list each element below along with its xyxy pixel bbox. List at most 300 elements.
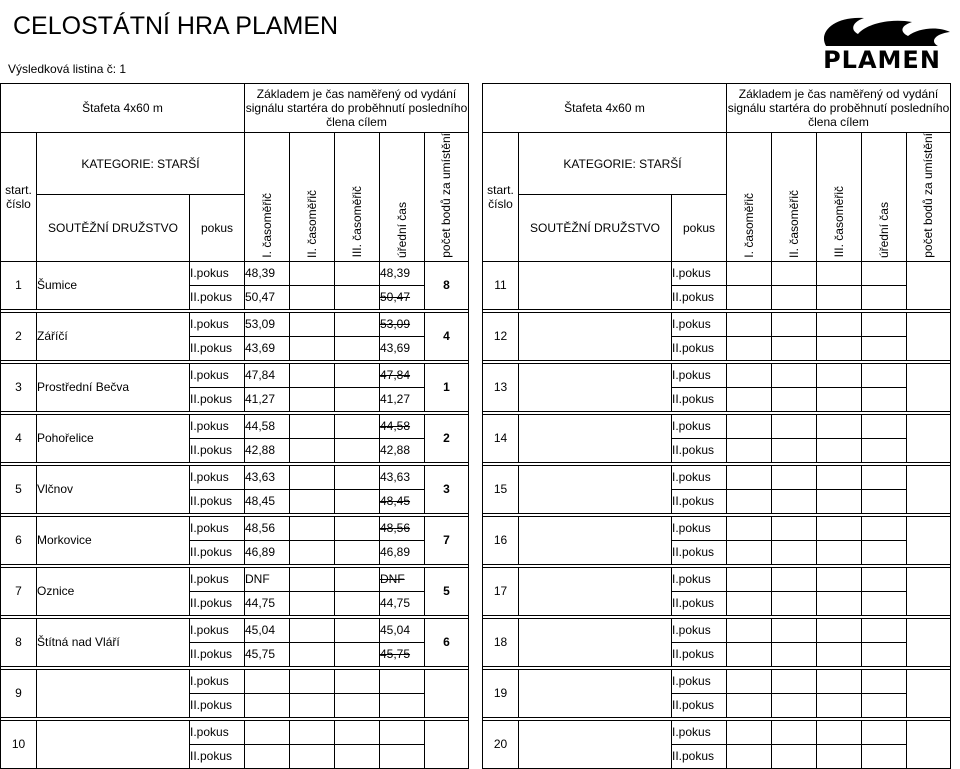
attempt-label: I.pokus [190, 312, 245, 336]
timer-1-value: 44,75 [245, 591, 290, 615]
attempt-label: I.pokus [190, 567, 245, 591]
official-time-value [862, 642, 907, 666]
attempt-label: II.pokus [190, 387, 245, 411]
col-timer-1: I. časoměřič [727, 133, 772, 262]
official-time-value [862, 693, 907, 717]
timer-3-value [335, 363, 380, 387]
attempt-label: II.pokus [672, 336, 727, 360]
timer-2-value [290, 744, 335, 768]
timer-2-value [772, 591, 817, 615]
col-team: SOUTĚŽNÍ DRUŽSTVO [519, 195, 672, 262]
timer-2-value [772, 387, 817, 411]
timer-1-value [245, 744, 290, 768]
start-number: 16 [483, 516, 519, 564]
team-name: Morkovice [37, 516, 190, 564]
points-value [907, 261, 951, 309]
official-time-value [862, 465, 907, 489]
attempt-label: II.pokus [672, 438, 727, 462]
attempt-label: I.pokus [190, 363, 245, 387]
timer-1-value [727, 642, 772, 666]
timer-3-value [335, 693, 380, 717]
official-time-value: 53,09 [380, 312, 425, 336]
team-name [519, 465, 672, 513]
team-name: Záříčí [37, 312, 190, 360]
event-note: Základem je čas naměřený od vydání signálu startéra do proběhnutí posledního člena cílem [245, 84, 469, 133]
timer-3-value [335, 489, 380, 513]
timer-3-value [335, 618, 380, 642]
points-value [907, 567, 951, 615]
team-name: Štítná nad Vláří [37, 618, 190, 666]
official-time-value: 43,63 [380, 465, 425, 489]
start-number: 2 [1, 312, 37, 360]
timer-1-value [245, 693, 290, 717]
attempt-label: I.pokus [672, 363, 727, 387]
timer-3-value [817, 567, 862, 591]
table-row [1, 465, 469, 489]
timer-3-value [335, 591, 380, 615]
points-value [907, 465, 951, 513]
start-number: 12 [483, 312, 519, 360]
page-title: CELOSTÁTNÍ HRA PLAMEN [13, 12, 339, 40]
table-row [483, 567, 951, 591]
official-time-value [862, 540, 907, 564]
attempt-label: I.pokus [190, 720, 245, 744]
timer-3-value [335, 336, 380, 360]
team-name [37, 720, 190, 768]
timer-2-value [290, 438, 335, 462]
col-points: počet bodů za umístění [425, 133, 469, 262]
col-timer-1: I. časoměřič [245, 133, 290, 262]
timer-1-value [727, 591, 772, 615]
team-name [519, 516, 672, 564]
timer-1-value: 43,69 [245, 336, 290, 360]
timer-3-value [817, 744, 862, 768]
table-row [483, 261, 951, 285]
timer-3-value [817, 438, 862, 462]
attempt-label: II.pokus [190, 540, 245, 564]
timer-3-value [817, 414, 862, 438]
timer-2-value [772, 336, 817, 360]
timer-2-value [772, 618, 817, 642]
timer-1-value [727, 414, 772, 438]
timer-1-value: 48,56 [245, 516, 290, 540]
timer-1-value: 47,84 [245, 363, 290, 387]
timer-3-value [817, 312, 862, 336]
timer-3-value [335, 261, 380, 285]
table-row [1, 669, 469, 693]
points-value [907, 363, 951, 411]
start-number: 15 [483, 465, 519, 513]
table-row [1, 516, 469, 540]
official-time-value [862, 414, 907, 438]
official-time-value [862, 516, 907, 540]
official-time-value: 44,58 [380, 414, 425, 438]
timer-3-value [817, 489, 862, 513]
table-row [1, 261, 469, 285]
timer-2-value [772, 465, 817, 489]
timer-3-value [817, 516, 862, 540]
official-time-value [862, 567, 907, 591]
timer-3-value [335, 414, 380, 438]
points-value [907, 516, 951, 564]
official-time-value: 46,89 [380, 540, 425, 564]
attempt-label: II.pokus [672, 744, 727, 768]
attempt-label: II.pokus [190, 336, 245, 360]
attempt-label: I.pokus [672, 414, 727, 438]
attempt-label: I.pokus [672, 261, 727, 285]
official-time-value: 47,84 [380, 363, 425, 387]
timer-1-value [727, 312, 772, 336]
timer-2-value [772, 489, 817, 513]
col-official-time: úřední čas [862, 133, 907, 262]
timer-3-value [335, 540, 380, 564]
timer-3-value [817, 387, 862, 411]
official-time-value: 41,27 [380, 387, 425, 411]
team-name [519, 363, 672, 411]
team-name: Šumice [37, 261, 190, 309]
timer-1-value: DNF [245, 567, 290, 591]
team-name [519, 720, 672, 768]
team-name [519, 261, 672, 309]
official-time-value [380, 669, 425, 693]
timer-1-value: 50,47 [245, 285, 290, 309]
timer-1-value [727, 438, 772, 462]
col-timer-2: II. časoměřič [772, 133, 817, 262]
timer-1-value [727, 363, 772, 387]
timer-1-value [727, 567, 772, 591]
table-row [483, 618, 951, 642]
start-number: 17 [483, 567, 519, 615]
timer-2-value [290, 720, 335, 744]
timer-1-value: 45,04 [245, 618, 290, 642]
timer-3-value [817, 669, 862, 693]
start-number: 18 [483, 618, 519, 666]
timer-2-value [290, 336, 335, 360]
points-value [907, 669, 951, 717]
attempt-label: II.pokus [190, 489, 245, 513]
team-name: Pohořelice [37, 414, 190, 462]
category-label: KATEGORIE: STARŠÍ [519, 133, 727, 195]
timer-2-value [290, 414, 335, 438]
official-time-value [862, 591, 907, 615]
start-number: 6 [1, 516, 37, 564]
attempt-label: II.pokus [672, 693, 727, 717]
attempt-label: I.pokus [672, 669, 727, 693]
timer-3-value [817, 693, 862, 717]
table-row [1, 567, 469, 591]
timer-1-value [245, 720, 290, 744]
timer-3-value [817, 618, 862, 642]
start-number: 1 [1, 261, 37, 309]
timer-3-value [335, 567, 380, 591]
timer-3-value [335, 669, 380, 693]
start-number: 19 [483, 669, 519, 717]
start-number: 7 [1, 567, 37, 615]
col-team: SOUTĚŽNÍ DRUŽSTVO [37, 195, 190, 262]
attempt-label: I.pokus [672, 312, 727, 336]
timer-2-value [290, 693, 335, 717]
start-number: 14 [483, 414, 519, 462]
points-value [425, 669, 469, 717]
timer-2-value [290, 312, 335, 336]
col-attempt: pokus [672, 195, 727, 262]
col-timer-2: II. časoměřič [290, 133, 335, 262]
points-value [907, 414, 951, 462]
timer-1-value [727, 336, 772, 360]
col-timer-3: III. časoměřič [335, 133, 380, 262]
timer-1-value: 44,58 [245, 414, 290, 438]
official-time-value [862, 744, 907, 768]
official-time-value [380, 693, 425, 717]
timer-2-value [290, 363, 335, 387]
timer-2-value [290, 618, 335, 642]
start-number: 8 [1, 618, 37, 666]
official-time-value [862, 336, 907, 360]
official-time-value [380, 720, 425, 744]
timer-2-value [290, 261, 335, 285]
timer-1-value [727, 516, 772, 540]
timer-2-value [772, 744, 817, 768]
timer-3-value [817, 363, 862, 387]
official-time-value: 44,75 [380, 591, 425, 615]
team-name [519, 414, 672, 462]
timer-1-value: 48,39 [245, 261, 290, 285]
attempt-label: II.pokus [672, 387, 727, 411]
official-time-value [862, 669, 907, 693]
attempt-label: II.pokus [672, 540, 727, 564]
attempt-label: II.pokus [672, 591, 727, 615]
table-row [483, 720, 951, 744]
event-name: Štafeta 4x60 m [483, 84, 727, 133]
timer-3-value [817, 642, 862, 666]
official-time-value [862, 363, 907, 387]
attempt-label: I.pokus [190, 414, 245, 438]
timer-2-value [772, 516, 817, 540]
results-table-right [482, 83, 951, 769]
points-value: 6 [425, 618, 469, 666]
attempt-label: II.pokus [672, 285, 727, 309]
attempt-label: II.pokus [190, 591, 245, 615]
attempt-label: I.pokus [672, 618, 727, 642]
timer-3-value [817, 285, 862, 309]
attempt-label: I.pokus [190, 669, 245, 693]
table-row [483, 312, 951, 336]
timer-1-value [727, 669, 772, 693]
timer-2-value [772, 720, 817, 744]
team-name [519, 312, 672, 360]
table-row [483, 669, 951, 693]
official-time-value [862, 312, 907, 336]
timer-1-value [727, 261, 772, 285]
results-table-left [0, 83, 469, 769]
official-time-value: 45,75 [380, 642, 425, 666]
timer-1-value [245, 669, 290, 693]
official-time-value: 48,56 [380, 516, 425, 540]
timer-3-value [335, 516, 380, 540]
timer-2-value [772, 540, 817, 564]
team-name: Oznice [37, 567, 190, 615]
start-number: 11 [483, 261, 519, 309]
attempt-label: II.pokus [190, 693, 245, 717]
official-time-value: 50,47 [380, 285, 425, 309]
timer-3-value [817, 261, 862, 285]
col-points: počet bodů za umístění [907, 133, 951, 262]
official-time-value [862, 261, 907, 285]
table-row [483, 363, 951, 387]
points-value: 1 [425, 363, 469, 411]
timer-2-value [772, 363, 817, 387]
official-time-value: 43,69 [380, 336, 425, 360]
table-row [1, 312, 469, 336]
table-row [1, 618, 469, 642]
timer-1-value [727, 720, 772, 744]
points-value [907, 312, 951, 360]
official-time-value [380, 744, 425, 768]
timer-2-value [290, 516, 335, 540]
official-time-value [862, 720, 907, 744]
attempt-label: II.pokus [190, 438, 245, 462]
team-name: Vlčnov [37, 465, 190, 513]
timer-1-value [727, 744, 772, 768]
timer-3-value [335, 387, 380, 411]
table-row [1, 720, 469, 744]
points-value: 4 [425, 312, 469, 360]
timer-3-value [335, 720, 380, 744]
timer-1-value [727, 693, 772, 717]
timer-2-value [290, 465, 335, 489]
timer-2-value [290, 567, 335, 591]
svg-text:PLAMEN: PLAMEN [823, 46, 941, 72]
official-time-value [862, 285, 907, 309]
points-value: 7 [425, 516, 469, 564]
table-row [1, 363, 469, 387]
event-name: Štafeta 4x60 m [1, 84, 245, 133]
timer-2-value [772, 693, 817, 717]
timer-2-value [290, 642, 335, 666]
attempt-label: II.pokus [190, 285, 245, 309]
timer-2-value [290, 387, 335, 411]
timer-1-value: 45,75 [245, 642, 290, 666]
points-value: 2 [425, 414, 469, 462]
timer-2-value [290, 489, 335, 513]
points-value [425, 720, 469, 768]
official-time-value: 48,45 [380, 489, 425, 513]
start-number: 10 [1, 720, 37, 768]
timer-2-value [772, 438, 817, 462]
attempt-label: I.pokus [190, 261, 245, 285]
team-name [37, 669, 190, 717]
official-time-value [862, 438, 907, 462]
table-row [483, 516, 951, 540]
timer-2-value [772, 312, 817, 336]
start-number: 3 [1, 363, 37, 411]
official-time-value: 48,39 [380, 261, 425, 285]
official-time-value: 42,88 [380, 438, 425, 462]
team-name [519, 567, 672, 615]
attempt-label: I.pokus [190, 618, 245, 642]
timer-3-value [335, 312, 380, 336]
table-row [483, 465, 951, 489]
timer-1-value [727, 285, 772, 309]
team-name: Prostřední Bečva [37, 363, 190, 411]
timer-3-value [817, 465, 862, 489]
timer-2-value [290, 285, 335, 309]
attempt-label: II.pokus [672, 642, 727, 666]
category-label: KATEGORIE: STARŠÍ [37, 133, 245, 195]
start-number: 4 [1, 414, 37, 462]
timer-2-value [772, 285, 817, 309]
attempt-label: I.pokus [672, 567, 727, 591]
attempt-label: I.pokus [672, 720, 727, 744]
start-number: 5 [1, 465, 37, 513]
timer-2-value [290, 591, 335, 615]
points-value: 5 [425, 567, 469, 615]
timer-1-value: 48,45 [245, 489, 290, 513]
timer-1-value [727, 618, 772, 642]
attempt-label: I.pokus [190, 516, 245, 540]
attempt-label: II.pokus [190, 744, 245, 768]
official-time-value [862, 387, 907, 411]
timer-3-value [817, 540, 862, 564]
start-number: 9 [1, 669, 37, 717]
col-start-number: start. číslo [483, 133, 519, 262]
timer-3-value [817, 720, 862, 744]
start-number: 20 [483, 720, 519, 768]
attempt-label: II.pokus [672, 489, 727, 513]
timer-3-value [817, 336, 862, 360]
results-sheet-number: Výsledková listina č: 1 [8, 62, 127, 76]
col-official-time: úřední čas [380, 133, 425, 262]
timer-2-value [772, 261, 817, 285]
attempt-label: I.pokus [672, 516, 727, 540]
col-attempt: pokus [190, 195, 245, 262]
official-time-value: 45,04 [380, 618, 425, 642]
timer-3-value [335, 465, 380, 489]
attempt-label: I.pokus [190, 465, 245, 489]
attempt-label: I.pokus [672, 465, 727, 489]
timer-1-value: 42,88 [245, 438, 290, 462]
team-name [519, 618, 672, 666]
timer-1-value: 43,63 [245, 465, 290, 489]
event-note: Základem je čas naměřený od vydání signálu startéra do proběhnutí posledního člena cílem [727, 84, 951, 133]
timer-1-value [727, 387, 772, 411]
timer-3-value [335, 744, 380, 768]
timer-3-value [817, 591, 862, 615]
timer-3-value [335, 642, 380, 666]
timer-2-value [290, 669, 335, 693]
timer-2-value [772, 567, 817, 591]
timer-1-value [727, 489, 772, 513]
timer-2-value [772, 642, 817, 666]
start-number: 13 [483, 363, 519, 411]
timer-1-value: 41,27 [245, 387, 290, 411]
points-value: 8 [425, 261, 469, 309]
table-row [1, 414, 469, 438]
official-time-value: DNF [380, 567, 425, 591]
official-time-value [862, 618, 907, 642]
timer-3-value [335, 285, 380, 309]
timer-3-value [335, 438, 380, 462]
timer-1-value [727, 540, 772, 564]
timer-1-value: 46,89 [245, 540, 290, 564]
timer-2-value [290, 540, 335, 564]
timer-2-value [772, 669, 817, 693]
table-row [483, 414, 951, 438]
points-value [907, 720, 951, 768]
official-time-value [862, 489, 907, 513]
col-start-number: start. číslo [1, 133, 37, 262]
timer-1-value [727, 465, 772, 489]
